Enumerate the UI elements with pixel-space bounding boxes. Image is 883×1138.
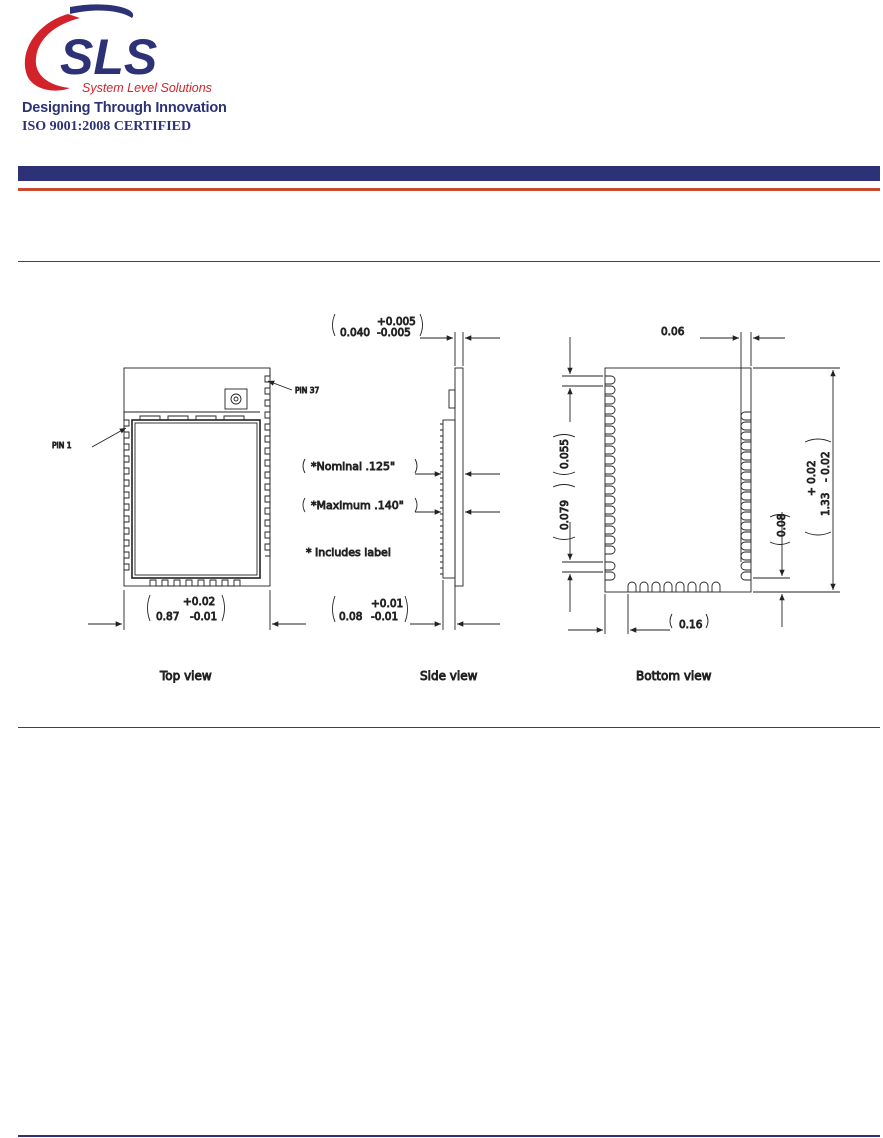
top-view: [88, 368, 306, 630]
bottom-top-gap: 0.06: [661, 326, 685, 338]
side-thick-tol-minus: -0.01: [371, 611, 399, 623]
bottom-length-tol-plus: + 0.02: [806, 460, 818, 496]
section-bottom-rule: [18, 727, 880, 728]
bottom-view-label: Bottom view: [636, 669, 712, 683]
sls-logo: [10, 2, 225, 137]
brand-certification: ISO 9001:2008 CERTIFIED: [22, 119, 192, 134]
side-board-tol-plus: +0.005: [377, 316, 416, 328]
top-width-tol-plus: +0.02: [183, 596, 216, 608]
brand-subtitle: System Level Solutions: [82, 81, 212, 95]
side-board-tol-minus: -0.005: [377, 327, 411, 339]
brand-name: SLS: [60, 29, 158, 85]
side-view-label: Side view: [420, 669, 478, 683]
side-board-value: 0.040: [340, 327, 371, 339]
bottom-left-gap: 0.16: [679, 619, 703, 631]
pin37-label: PIN 37: [295, 386, 320, 395]
top-width-tol-minus: -0.01: [190, 611, 218, 623]
side-thick-value: 0.08: [339, 611, 363, 623]
top-view-label: Top view: [160, 669, 212, 683]
bottom-view: [553, 332, 840, 634]
bottom-pad: 0.08: [776, 513, 788, 537]
side-thick-tol-plus: +0.01: [371, 598, 404, 610]
header-accent-line: [18, 188, 880, 191]
header-band: [18, 166, 880, 181]
mechanical-drawing: [0, 262, 883, 702]
bottom-length-value: 1.33: [820, 492, 832, 516]
bottom-length-tol-minus: - 0.02: [820, 451, 832, 482]
top-width-value: 0.87: [156, 611, 180, 623]
bottom-offset: 0.079: [559, 499, 571, 530]
footer-rule: [18, 1135, 880, 1137]
side-nominal: *Nominal .125": [311, 460, 396, 473]
bottom-pitch: 0.055: [559, 438, 571, 469]
side-maximum: *Maximum .140": [311, 499, 404, 512]
sls-logo-mark: [10, 2, 225, 102]
pin1-label: PIN 1: [52, 441, 72, 450]
side-note: * Includes label: [306, 546, 391, 559]
brand-tagline: Designing Through Innovation: [22, 100, 227, 116]
